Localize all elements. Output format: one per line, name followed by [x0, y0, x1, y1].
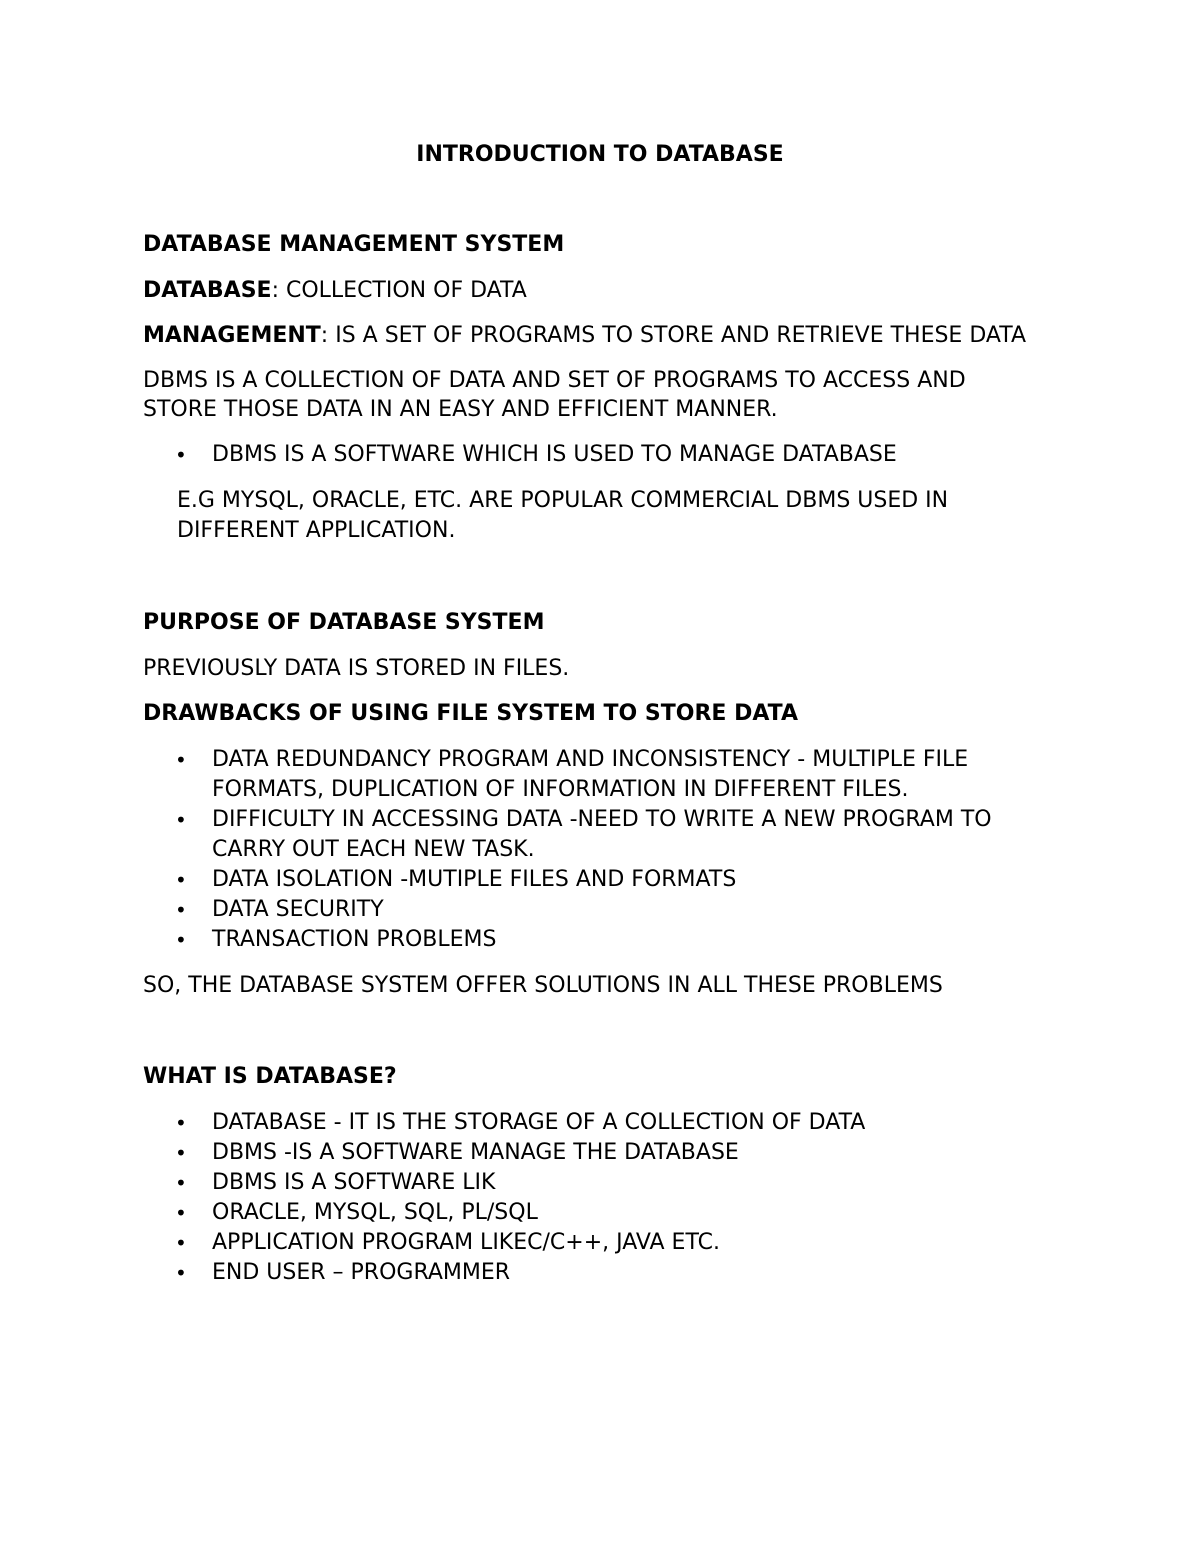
definition-database — [143, 276, 1063, 305]
definition-management-text: : IS A SET OF PROGRAMS TO STORE AND RETRIEVE THESE DATA — [320, 323, 1026, 348]
bullet-glyph: • — [175, 1261, 187, 1285]
bullet-glyph: • — [175, 1111, 187, 1135]
list-item — [143, 440, 1063, 470]
bullet-glyph: • — [175, 898, 187, 922]
list-item — [143, 1108, 1063, 1138]
bullet-glyph: • — [175, 1141, 187, 1165]
term-database: DATABASE — [143, 278, 272, 303]
list-item-text: DBMS IS A SOFTWARE WHICH IS USED TO MANAGE DATABASE — [212, 442, 897, 467]
list-item-text: DATA ISOLATION -MUTIPLE FILES AND FORMATS — [212, 867, 737, 892]
dbms-bullet-list — [143, 440, 1063, 470]
document-body — [143, 140, 1063, 1288]
list-item-text: END USER – PROGRAMMER — [212, 1260, 511, 1285]
list-item — [143, 1138, 1063, 1168]
example-paragraph: E.G MYSQL, ORACLE, ETC. ARE POPULAR COMMERCIAL DBMS USED IN DIFFERENT APPLICATION. — [177, 488, 949, 543]
list-item-text: DATA SECURITY — [212, 897, 384, 922]
drawbacks-list — [143, 745, 1053, 955]
definition-database-text: : COLLECTION OF DATA — [271, 278, 527, 303]
section-subheading-drawbacks: DRAWBACKS OF USING FILE SYSTEM TO STORE DATA — [143, 701, 798, 726]
drawbacks-conclusion: SO, THE DATABASE SYSTEM OFFER SOLUTIONS IN ALL THESE PROBLEMS — [143, 973, 943, 998]
list-item — [143, 745, 1053, 805]
list-item — [143, 1258, 1063, 1288]
list-item — [143, 865, 1053, 895]
list-item-text: DIFFICULTY IN ACCESSING DATA -NEED TO WRITE A NEW PROGRAM TO CARRY OUT EACH NEW TASK. — [212, 807, 992, 862]
list-item — [143, 925, 1053, 955]
list-item-text: TRANSACTION PROBLEMS — [212, 927, 497, 952]
bullet-glyph: • — [175, 748, 187, 772]
list-item-text: DBMS -IS A SOFTWARE MANAGE THE DATABASE — [212, 1140, 739, 1165]
list-item-text: APPLICATION PROGRAM LIKEC/C++, JAVA ETC. — [212, 1230, 720, 1255]
section-heading-what-is-database: WHAT IS DATABASE? — [143, 1064, 397, 1089]
list-item-text: ORACLE, MYSQL, SQL, PL/SQL — [212, 1200, 538, 1225]
purpose-intro: PREVIOUSLY DATA IS STORED IN FILES. — [143, 656, 570, 681]
bullet-glyph: • — [175, 1171, 187, 1195]
definition-management — [143, 321, 1033, 350]
bullet-glyph: • — [175, 1231, 187, 1255]
bullet-glyph: • — [175, 808, 187, 832]
section-heading-purpose: PURPOSE OF DATABASE SYSTEM — [143, 610, 545, 635]
list-item — [143, 1228, 1063, 1258]
list-item-text: DBMS IS A SOFTWARE LIK — [212, 1170, 496, 1195]
bullet-glyph: • — [175, 443, 187, 467]
list-item-text: DATABASE - IT IS THE STORAGE OF A COLLECTION OF DATA — [212, 1110, 866, 1135]
bullet-glyph: • — [175, 1201, 187, 1225]
section-heading-dbms: DATABASE MANAGEMENT SYSTEM — [143, 232, 565, 257]
list-item — [143, 1198, 1063, 1228]
document-title: INTRODUCTION TO DATABASE — [416, 142, 784, 167]
list-item — [143, 805, 1053, 865]
list-item — [143, 895, 1053, 925]
term-management: MANAGEMENT — [143, 323, 321, 348]
bullet-glyph: • — [175, 928, 187, 952]
bullet-glyph: • — [175, 868, 187, 892]
list-item-text: DATA REDUNDANCY PROGRAM AND INCONSISTENCY - MULTIPLE FILE FORMATS, DUPLICATION OF INFORMATION IN DIFFERENT FILES. — [212, 747, 969, 802]
what-is-database-list — [143, 1108, 1063, 1288]
list-item — [143, 1168, 1063, 1198]
dbms-paragraph: DBMS IS A COLLECTION OF DATA AND SET OF PROGRAMS TO ACCESS AND STORE THOSE DATA IN AN EASY AND EFFICIENT MANNER. — [143, 368, 966, 422]
